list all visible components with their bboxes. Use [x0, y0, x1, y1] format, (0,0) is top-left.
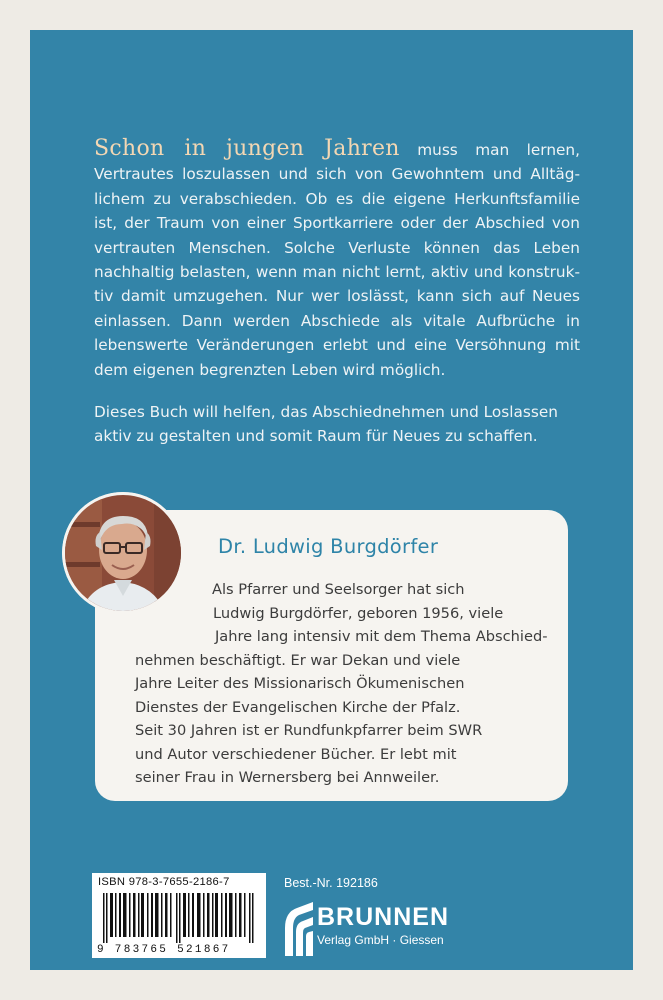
barcode-digits: 9 783765 521867	[97, 944, 231, 956]
barcode-bars	[99, 893, 261, 943]
publisher-name: BRUNNEN	[317, 903, 449, 931]
bio-line: Jahre Leiter des Missionarisch Ökumenischen	[135, 675, 465, 692]
bio-line: Als Pfarrer und Seelsorger hat sich	[212, 581, 465, 598]
bio-line: Jahre lang intensiv mit dem Thema Abschied-	[215, 628, 548, 645]
bio-line: seiner Frau in Wernersberg bei Annweiler.	[135, 769, 440, 786]
bio-line: nehmen beschäftigt. Er war Dekan und viele	[135, 651, 461, 669]
blurb-lead: Schon in jungen Jahren	[94, 136, 400, 161]
brunnen-logo-icon	[283, 898, 315, 958]
blurb-paragraph-1	[94, 137, 580, 382]
bio-line: und Autor verschiedener Bücher. Er lebt mit	[135, 745, 457, 763]
blurb-text	[94, 137, 580, 467]
blurb-paragraph-2: Dieses Buch will helfen, das Abschiednehmen und Loslassen aktiv zu gestalten und somit Raum für Neues zu schaffen.	[94, 403, 558, 446]
blurb-paragraph-1-rest: muss man lernen, Vertrautes loszulassen und sich von Gewohntem und Alltäg-lichem zu verabschieden. Ob es die eigene Herkunftsfamilie ist, der Traum von einer Sportkarriere oder der Abschied von vertrauten Menschen. Solche Verluste können das Leben nachhaltig belasten, wenn man nicht lernt, aktiv und konstruk-tiv damit umzugehen. Nur wer loslässt, kann sich auf Neues einlassen. Dann werden Abschiede als vitale Aufbrüche in lebenswerte Veränderungen erlebt und eine Versöhnung mit dem eigenen begrenzten Leben wird möglich.	[94, 141, 580, 379]
isbn-label: ISBN 978-3-7655-2186-7	[98, 876, 230, 888]
bio-line: Seit 30 Jahren ist er Rundfunkpfarrer beim SWR	[135, 722, 483, 739]
bio-line: Dienstes der Evangelischen Kirche der Pfalz.	[135, 698, 461, 716]
publisher-subline: Verlag GmbH · Giessen	[317, 933, 444, 947]
order-number: Best.-Nr. 192186	[284, 876, 378, 890]
author-bio	[135, 578, 550, 790]
bio-line: Ludwig Burgdörfer, geboren 1956, viele	[213, 604, 504, 622]
author-portrait	[62, 492, 184, 614]
author-name: Dr. Ludwig Burgdörfer	[218, 535, 439, 558]
